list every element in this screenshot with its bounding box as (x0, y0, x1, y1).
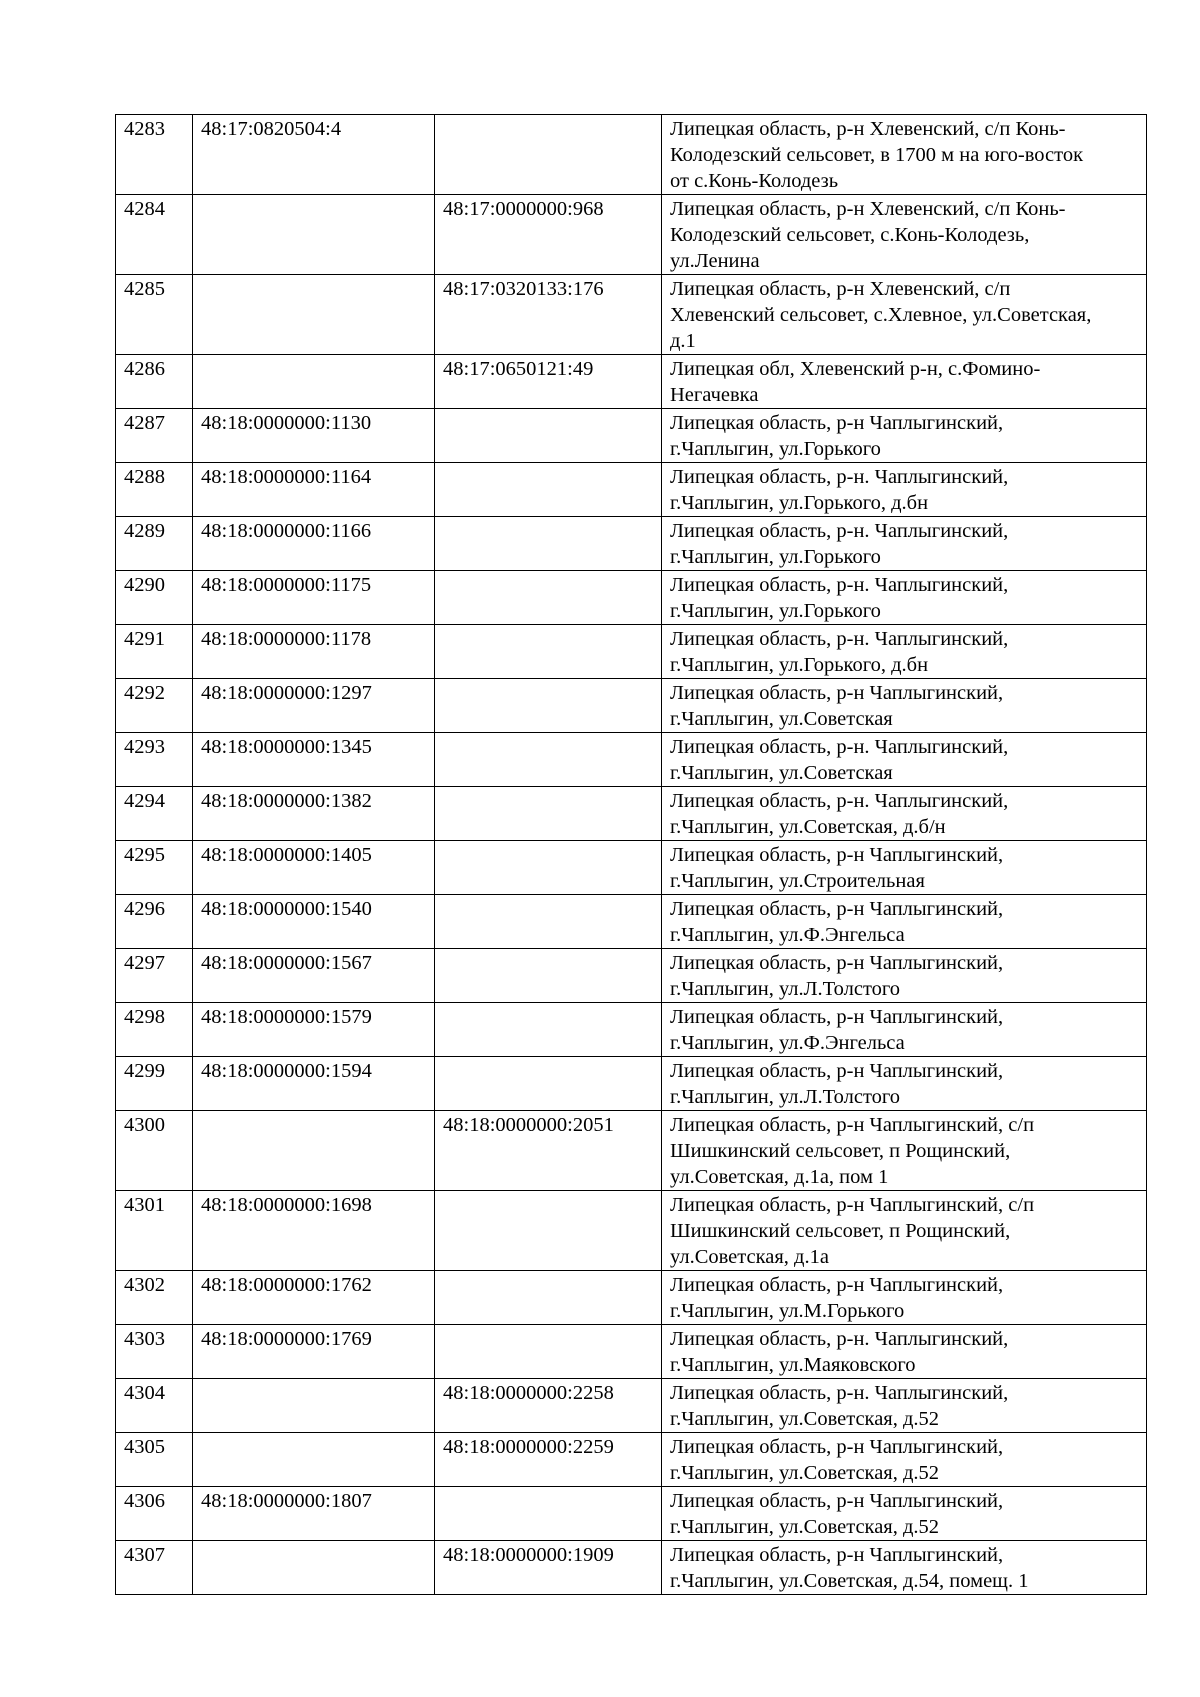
address-cell (662, 1487, 1147, 1541)
address-line: г.Чаплыгин, ул.Горького (670, 546, 881, 568)
address-line: Липецкая область, р-н Хлевенский, с/п Конь- (670, 198, 1066, 220)
address-cell (662, 1003, 1147, 1057)
cadastral-number-cell: 48:18:0000000:1762 (193, 1271, 435, 1325)
table-row (116, 1487, 1147, 1541)
table-row (116, 1003, 1147, 1057)
row-number-cell: 4305 (116, 1433, 193, 1487)
table-row (116, 409, 1147, 463)
address-cell (662, 463, 1147, 517)
address-cell (662, 1057, 1147, 1111)
row-number-cell: 4286 (116, 355, 193, 409)
linked-cadastral-number-cell (435, 1325, 662, 1379)
table-row (116, 841, 1147, 895)
table-row (116, 517, 1147, 571)
address-line: г.Чаплыгин, ул.Советская (670, 762, 893, 784)
cadastral-number-cell (193, 1111, 435, 1191)
table-row (116, 571, 1147, 625)
linked-cadastral-number-cell (435, 679, 662, 733)
address-line: г.Чаплыгин, ул.Советская, д.52 (670, 1408, 940, 1430)
linked-cadastral-number-cell (435, 1003, 662, 1057)
cadastral-number-cell: 48:18:0000000:1130 (193, 409, 435, 463)
address-line: Липецкая область, р-н Чаплыгинский, (670, 844, 1004, 866)
address-cell (662, 571, 1147, 625)
linked-cadastral-number-cell (435, 1271, 662, 1325)
linked-cadastral-number-cell: 48:17:0320133:176 (435, 275, 662, 355)
row-number-cell: 4285 (116, 275, 193, 355)
linked-cadastral-number-cell (435, 841, 662, 895)
property-table (115, 114, 1147, 1595)
address-line: г.Чаплыгин, ул.Горького (670, 600, 881, 622)
table-row (116, 1271, 1147, 1325)
address-line: г.Чаплыгин, ул.М.Горького (670, 1300, 905, 1322)
address-line: Липецкая область, р-н Чаплыгинский, (670, 952, 1004, 974)
address-line: Шишкинский сельсовет, п Рощинский, (670, 1220, 1011, 1242)
row-number-cell: 4292 (116, 679, 193, 733)
row-number-cell: 4306 (116, 1487, 193, 1541)
address-line: г.Чаплыгин, ул.Л.Толстого (670, 1086, 901, 1108)
address-line: Хлевенский сельсовет, с.Хлевное, ул.Советская, (670, 304, 1092, 326)
table-row (116, 115, 1147, 195)
address-line: Липецкая область, р-н. Чаплыгинский, (670, 520, 1009, 542)
address-line: г.Чаплыгин, ул.Советская, д.б/н (670, 816, 946, 838)
row-number-cell: 4297 (116, 949, 193, 1003)
linked-cadastral-number-cell: 48:17:0000000:968 (435, 195, 662, 275)
address-line: Липецкая обл, Хлевенский р-н, с.Фомино- (670, 358, 1041, 380)
table-row (116, 355, 1147, 409)
address-cell (662, 1191, 1147, 1271)
table-row (116, 275, 1147, 355)
linked-cadastral-number-cell (435, 625, 662, 679)
address-line: Липецкая область, р-н. Чаплыгинский, (670, 628, 1009, 650)
cadastral-number-cell (193, 1541, 435, 1595)
table-row (116, 733, 1147, 787)
linked-cadastral-number-cell (435, 1057, 662, 1111)
cadastral-number-cell (193, 1379, 435, 1433)
address-cell (662, 195, 1147, 275)
linked-cadastral-number-cell: 48:18:0000000:2259 (435, 1433, 662, 1487)
table-row (116, 463, 1147, 517)
cadastral-number-cell: 48:18:0000000:1345 (193, 733, 435, 787)
cadastral-number-cell (193, 195, 435, 275)
linked-cadastral-number-cell (435, 571, 662, 625)
address-line: Липецкая область, р-н Чаплыгинский, (670, 1006, 1004, 1028)
address-line: г.Чаплыгин, ул.Горького (670, 438, 881, 460)
row-number-cell: 4295 (116, 841, 193, 895)
table-row (116, 1433, 1147, 1487)
address-line: Липецкая область, р-н. Чаплыгинский, (670, 790, 1009, 812)
cadastral-number-cell: 48:18:0000000:1579 (193, 1003, 435, 1057)
row-number-cell: 4303 (116, 1325, 193, 1379)
row-number-cell: 4296 (116, 895, 193, 949)
row-number-cell: 4290 (116, 571, 193, 625)
address-line: ул.Советская, д.1а (670, 1246, 829, 1268)
address-cell (662, 1433, 1147, 1487)
address-line: Липецкая область, р-н. Чаплыгинский, (670, 574, 1009, 596)
address-line: Колодезский сельсовет, в 1700 м на юго-восток (670, 144, 1084, 166)
address-line: г.Чаплыгин, ул.Горького, д.бн (670, 492, 929, 514)
address-line: Липецкая область, р-н Хлевенский, с/п (670, 278, 1011, 300)
cadastral-number-cell: 48:18:0000000:1594 (193, 1057, 435, 1111)
address-line: г.Чаплыгин, ул.Маяковского (670, 1354, 916, 1376)
address-cell (662, 1379, 1147, 1433)
address-line: г.Чаплыгин, ул.Ф.Энгельса (670, 924, 905, 946)
row-number-cell: 4301 (116, 1191, 193, 1271)
address-line: от с.Конь-Колодезь (670, 170, 839, 192)
address-cell (662, 841, 1147, 895)
linked-cadastral-number-cell: 48:18:0000000:2051 (435, 1111, 662, 1191)
address-line: г.Чаплыгин, ул.Советская, д.52 (670, 1462, 940, 1484)
cadastral-number-cell: 48:18:0000000:1567 (193, 949, 435, 1003)
address-line: Липецкая область, р-н Чаплыгинский, (670, 898, 1004, 920)
address-line: Липецкая область, р-н Хлевенский, с/п Конь- (670, 118, 1066, 140)
cadastral-number-cell: 48:18:0000000:1382 (193, 787, 435, 841)
linked-cadastral-number-cell: 48:18:0000000:1909 (435, 1541, 662, 1595)
cadastral-number-cell: 48:18:0000000:1540 (193, 895, 435, 949)
linked-cadastral-number-cell (435, 895, 662, 949)
address-line: Липецкая область, р-н. Чаплыгинский, (670, 466, 1009, 488)
address-line: Липецкая область, р-н Чаплыгинский, (670, 1490, 1004, 1512)
table-row (116, 895, 1147, 949)
cadastral-number-cell: 48:18:0000000:1405 (193, 841, 435, 895)
address-cell (662, 787, 1147, 841)
linked-cadastral-number-cell (435, 733, 662, 787)
address-line: ул.Советская, д.1а, пом 1 (670, 1166, 889, 1188)
address-line: Липецкая область, р-н Чаплыгинский, (670, 1544, 1004, 1566)
address-line: д.1 (670, 330, 696, 352)
row-number-cell: 4304 (116, 1379, 193, 1433)
cadastral-number-cell: 48:18:0000000:1297 (193, 679, 435, 733)
address-cell (662, 409, 1147, 463)
table-row (116, 679, 1147, 733)
cadastral-number-cell: 48:17:0820504:4 (193, 115, 435, 195)
cadastral-number-cell (193, 1433, 435, 1487)
address-line: ул.Ленина (670, 250, 760, 272)
address-line: г.Чаплыгин, ул.Советская, д.52 (670, 1516, 940, 1538)
address-cell (662, 517, 1147, 571)
address-line: г.Чаплыгин, ул.Ф.Энгельса (670, 1032, 905, 1054)
address-line: Липецкая область, р-н Чаплыгинский, (670, 1274, 1004, 1296)
row-number-cell: 4294 (116, 787, 193, 841)
address-cell (662, 1325, 1147, 1379)
cadastral-number-cell (193, 355, 435, 409)
address-line: Липецкая область, р-н Чаплыгинский, (670, 1436, 1004, 1458)
address-line: Липецкая область, р-н Чаплыгинский, с/п (670, 1114, 1035, 1136)
address-cell (662, 115, 1147, 195)
row-number-cell: 4291 (116, 625, 193, 679)
table-row (116, 1379, 1147, 1433)
linked-cadastral-number-cell (435, 787, 662, 841)
address-line: г.Чаплыгин, ул.Советская (670, 708, 893, 730)
linked-cadastral-number-cell (435, 115, 662, 195)
row-number-cell: 4283 (116, 115, 193, 195)
address-line: Негачевка (670, 384, 759, 406)
linked-cadastral-number-cell (435, 1487, 662, 1541)
address-cell (662, 895, 1147, 949)
row-number-cell: 4288 (116, 463, 193, 517)
address-line: Колодезский сельсовет, с.Конь-Колодезь, (670, 224, 1030, 246)
linked-cadastral-number-cell (435, 1191, 662, 1271)
row-number-cell: 4300 (116, 1111, 193, 1191)
row-number-cell: 4284 (116, 195, 193, 275)
address-cell (662, 625, 1147, 679)
address-cell (662, 733, 1147, 787)
address-line: Липецкая область, р-н Чаплыгинский, с/п (670, 1194, 1035, 1216)
row-number-cell: 4287 (116, 409, 193, 463)
table-row (116, 195, 1147, 275)
address-line: Шишкинский сельсовет, п Рощинский, (670, 1140, 1011, 1162)
table-body (116, 115, 1147, 1595)
table-row (116, 625, 1147, 679)
cadastral-number-cell: 48:18:0000000:1164 (193, 463, 435, 517)
row-number-cell: 4289 (116, 517, 193, 571)
address-cell (662, 949, 1147, 1003)
address-cell (662, 275, 1147, 355)
address-line: г.Чаплыгин, ул.Л.Толстого (670, 978, 901, 1000)
address-cell (662, 1541, 1147, 1595)
row-number-cell: 4299 (116, 1057, 193, 1111)
address-line: Липецкая область, р-н. Чаплыгинский, (670, 736, 1009, 758)
address-line: Липецкая область, р-н Чаплыгинский, (670, 1060, 1004, 1082)
cadastral-number-cell: 48:18:0000000:1807 (193, 1487, 435, 1541)
cadastral-number-cell: 48:18:0000000:1698 (193, 1191, 435, 1271)
linked-cadastral-number-cell (435, 949, 662, 1003)
row-number-cell: 4298 (116, 1003, 193, 1057)
table-row (116, 1111, 1147, 1191)
address-line: г.Чаплыгин, ул.Строительная (670, 870, 925, 892)
linked-cadastral-number-cell (435, 463, 662, 517)
row-number-cell: 4293 (116, 733, 193, 787)
address-cell (662, 679, 1147, 733)
table-row (116, 1325, 1147, 1379)
table-row (116, 949, 1147, 1003)
cadastral-number-cell (193, 275, 435, 355)
linked-cadastral-number-cell: 48:17:0650121:49 (435, 355, 662, 409)
table-row (116, 1541, 1147, 1595)
row-number-cell: 4302 (116, 1271, 193, 1325)
linked-cadastral-number-cell: 48:18:0000000:2258 (435, 1379, 662, 1433)
address-line: г.Чаплыгин, ул.Горького, д.бн (670, 654, 929, 676)
linked-cadastral-number-cell (435, 409, 662, 463)
cadastral-number-cell: 48:18:0000000:1166 (193, 517, 435, 571)
address-cell (662, 1111, 1147, 1191)
table-row (116, 1191, 1147, 1271)
row-number-cell: 4307 (116, 1541, 193, 1595)
address-cell (662, 355, 1147, 409)
cadastral-number-cell: 48:18:0000000:1175 (193, 571, 435, 625)
address-line: г.Чаплыгин, ул.Советская, д.54, помещ. 1 (670, 1570, 1029, 1592)
cadastral-number-cell: 48:18:0000000:1178 (193, 625, 435, 679)
address-line: Липецкая область, р-н Чаплыгинский, (670, 682, 1004, 704)
address-cell (662, 1271, 1147, 1325)
linked-cadastral-number-cell (435, 517, 662, 571)
address-line: Липецкая область, р-н. Чаплыгинский, (670, 1328, 1009, 1350)
address-line: Липецкая область, р-н. Чаплыгинский, (670, 1382, 1009, 1404)
table-row (116, 787, 1147, 841)
address-line: Липецкая область, р-н Чаплыгинский, (670, 412, 1004, 434)
cadastral-number-cell: 48:18:0000000:1769 (193, 1325, 435, 1379)
table-row (116, 1057, 1147, 1111)
